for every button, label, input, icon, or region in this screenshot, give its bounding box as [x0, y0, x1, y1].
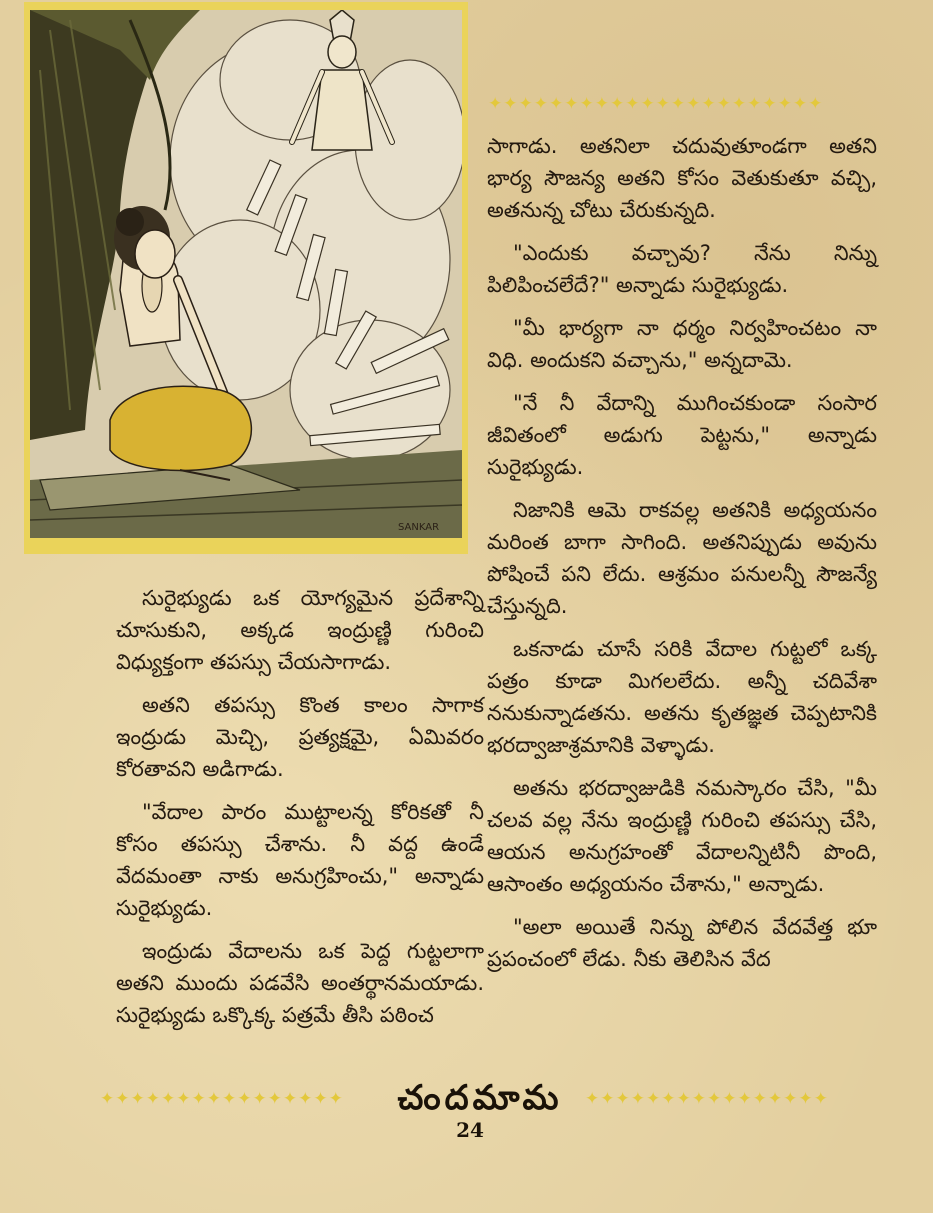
paragraph: "వేదాల పారం ముట్టాలన్న కోరికతో నీ కోసం తపస్సు చేశాను. నీ వద్ద ఉండే వేదమంతా నాకు అనుగ్రహించు," అన్నాడు సురైభ్యుడు.: [116, 800, 484, 920]
paragraph: "ఎందుకు వచ్చావు? నేను నిన్ను పిలిపించలేదే?" అన్నాడు సురైభ్యుడు.: [487, 241, 877, 297]
paragraph: ఒకనాడు చూసే సరికి వేదాల గుట్టలో ఒక్క పత్రం కూడా మిగలలేదు. అన్నీ చదివేశా ననుకున్నాడతను. అతను కృతజ్ఞత చెప్పటానికి భరద్వాజాశ్రమానికి వెళ్ళాడు.: [487, 637, 877, 757]
right-text-column: [487, 130, 877, 986]
paragraph: "మీ భార్యగా నా ధర్మం నిర్వహించటం నా విధి. అందుకని వచ్చాను," అన్నదామె.: [487, 316, 877, 372]
ornament-border-bottom-right: ✦✦✦✦✦✦✦✦✦✦✦✦✦✦✦✦: [585, 1090, 829, 1108]
illustration: [30, 10, 462, 538]
paragraph: అతని తపస్సు కొంత కాలం సాగాక ఇంద్రుడు మెచ్చి, ప్రత్యక్షమై, ఏమివరం కోరతావని అడిగాడు.: [116, 693, 484, 781]
artist-signature: SANKAR: [398, 522, 440, 533]
left-text-column: [116, 582, 484, 1042]
paragraph: నిజానికి ఆమె రాకవల్ల అతనికి అధ్యయనం మరింత బాగా సాగింది. అతనిప్పుడు అవును పోషించే పని లేదు. ఆశ్రమం పనులన్నీ సౌజన్యే చేస్తున్నది.: [487, 498, 877, 618]
paragraph: సాగాడు. అతనిలా చదువుతూండగా అతని భార్య సౌజన్య అతని కోసం వెతుకుతూ వచ్చి, అతనున్న చోటు చేరుకున్నది.: [487, 134, 877, 222]
illustration-drawing: [30, 10, 462, 538]
illustration-frame: [24, 2, 468, 554]
page-number: 24: [456, 1118, 484, 1142]
ornament-border-bottom-left: ✦✦✦✦✦✦✦✦✦✦✦✦✦✦✦✦: [100, 1090, 344, 1108]
paragraph: అతను భరద్వాజుడికి నమస్కారం చేసి, "మీ చలవ వల్ల నేను ఇంద్రుణ్ణి గురించి తపస్సు చేసి, ఆయన అనుగ్రహంతో వేదాలన్నిటినీ పొంది, ఆసాంతం అధ్యయనం చేశాను," అన్నాడు.: [487, 776, 877, 896]
paragraph: సురైభ్యుడు ఒక యోగ్యమైన ప్రదేశాన్ని చూసుకుని, అక్కడ ఇంద్రుణ్ణి గురించి విధ్యుక్తంగా తపస్సు చేయసాగాడు.: [116, 586, 484, 674]
paragraph: "అలా అయితే నిన్ను పోలిన వేదవేత్త భూ ప్రపంచంలో లేడు. నీకు తెలిసిన వేద: [487, 915, 877, 971]
paragraph: "నే నీ వేదాన్ని ముగించకుండా సంసార జీవితంలో అడుగు పెట్టను," అన్నాడు సురైభ్యుడు.: [487, 391, 877, 479]
ornament-border-top: ✦✦✦✦✦✦✦✦✦✦✦✦✦✦✦✦✦✦✦✦✦✦: [488, 95, 824, 113]
magazine-title: చందమామ: [397, 1078, 563, 1118]
paragraph: ఇంద్రుడు వేదాలను ఒక పెద్ద గుట్టలాగా అతని ముందు పడవేసి అంతర్థానమయాడు. సురైభ్యుడు ఒక్కొక్క పత్రమే తీసి పఠించ: [116, 939, 484, 1027]
